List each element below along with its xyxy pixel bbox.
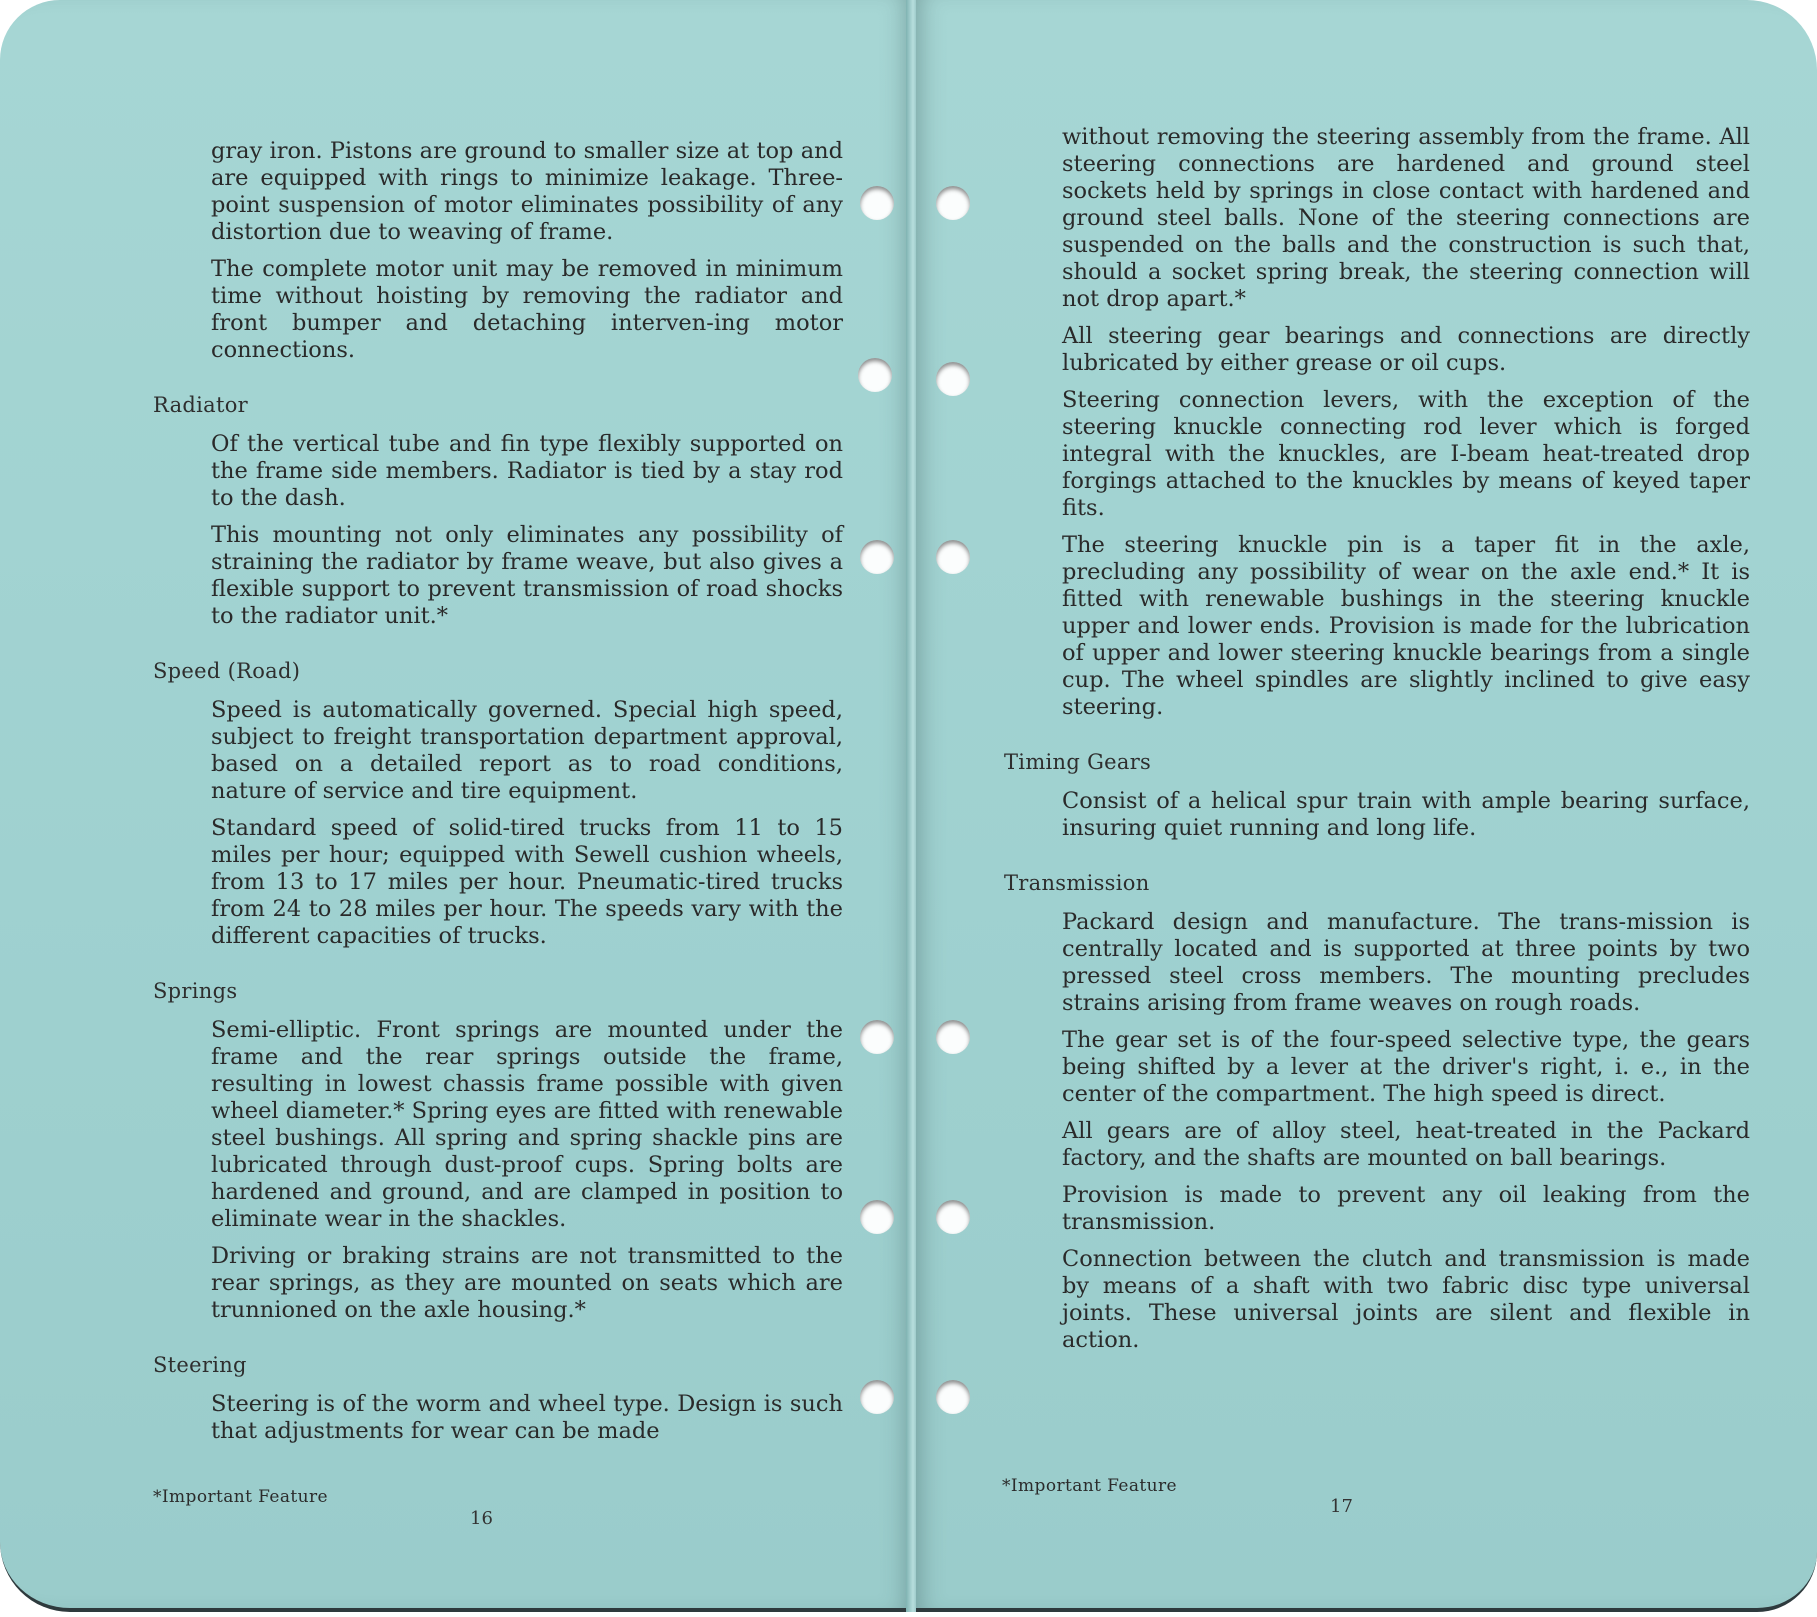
page-number: 17	[1330, 1496, 1353, 1517]
paragraph: Steering connection levers, with the exception of the steering knuckle connecting rod lever which is forged integral with the knuckles, are I-beam heat-treated drop forgings attached to the knuckles by means of keyed taper fits.	[1062, 387, 1750, 521]
punch-hole-icon	[860, 540, 894, 574]
paragraph: Speed is automatically governed. Special high speed, subject to freight transportation department approval, based on a detailed report as to road conditions, nature of service and tire equipment.	[211, 697, 843, 804]
paragraph: Of the vertical tube and fin type flexibly supported on the frame side members. Radiator is tied by a stay rod to the dash.	[211, 431, 843, 511]
paragraph: Consist of a helical spur train with ample bearing surface, insuring quiet running and long life.	[1062, 788, 1750, 841]
punch-hole-icon	[936, 1200, 970, 1234]
page-number: 16	[470, 1508, 493, 1529]
punch-hole-icon	[936, 1020, 970, 1054]
paragraph: Provision is made to prevent any oil leaking from the transmission.	[1062, 1182, 1750, 1235]
right-page	[916, 0, 1817, 1612]
paragraph: The complete motor unit may be removed in minimum time without hoisting by removing the radiator and front bumper and detaching interven-ing motor connections.	[211, 256, 843, 363]
paragraph: gray iron. Pistons are ground to smaller size at top and are equipped with rings to minimize leakage. Three-point suspension of motor eliminates possibility of any distortion due to weaving of frame.	[211, 138, 843, 245]
punch-hole-icon	[860, 1200, 894, 1234]
footnote: *Important Feature	[1002, 1476, 1177, 1496]
punch-hole-icon	[860, 1020, 894, 1054]
section-heading-timing-gears: Timing Gears	[1004, 750, 1152, 774]
paragraph: Packard design and manufacture. The trans-mission is centrally located and is supported at three points by two pressed steel cross members. The mounting precludes strains arising from frame weaves on rough roads.	[1062, 909, 1750, 1016]
paragraph: without removing the steering assembly from the frame. All steering connections are hardened and ground steel sockets held by springs in close contact with hardened and ground steel balls. None of the steering connections are suspended on the balls and the construction is such that, should a socket spring break, the steering connection will not drop apart.*	[1062, 124, 1750, 312]
section-heading-steering: Steering	[153, 1353, 247, 1377]
left-page	[0, 0, 910, 1612]
paragraph: This mounting not only eliminates any possibility of straining the radiator by frame weave, but also gives a flexible support to prevent transmission of road shocks to the radiator unit.*	[211, 522, 843, 629]
punch-hole-icon	[858, 358, 892, 392]
right-page-text	[1004, 124, 1750, 1364]
paragraph: Steering is of the worm and wheel type. Design is such that adjustments for wear can be made	[211, 1391, 843, 1444]
paragraph: The gear set is of the four-speed selective type, the gears being shifted by a lever at the driver's right, i. e., in the center of the compartment. The high speed is direct.	[1062, 1027, 1750, 1107]
paragraph: All steering gear bearings and connections are directly lubricated by either grease or oil cups.	[1062, 323, 1750, 376]
paragraph: All gears are of alloy steel, heat-treated in the Packard factory, and the shafts are mounted on ball bearings.	[1062, 1118, 1750, 1171]
paragraph: Driving or braking strains are not transmitted to the rear springs, as they are mounted on seats which are trunnioned on the axle housing.*	[211, 1243, 843, 1323]
footnote: *Important Feature	[153, 1487, 328, 1507]
punch-hole-icon	[936, 540, 970, 574]
punch-hole-icon	[936, 1380, 970, 1414]
section-heading-springs: Springs	[153, 979, 238, 1003]
punch-hole-icon	[860, 1380, 894, 1414]
section-heading-radiator: Radiator	[153, 393, 249, 417]
punch-hole-icon	[860, 186, 894, 220]
paragraph: Semi-elliptic. Front springs are mounted under the frame and the rear springs outside the frame, resulting in lowest chassis frame possible with given wheel diameter.* Spring eyes are fitted with renewable steel bushings. All spring and spring shackle pins are lubricated through dust-proof cups. Spring bolts are hardened and ground, and are clamped in position to eliminate wear in the shackles.	[211, 1017, 843, 1232]
punch-hole-icon	[936, 186, 970, 220]
paragraph: Connection between the clutch and transmission is made by means of a shaft with two fabric disc type universal joints. These universal joints are silent and flexible in action.	[1062, 1246, 1750, 1353]
paragraph: The steering knuckle pin is a taper fit in the axle, precluding any possibility of wear on the axle end.* It is fitted with renewable bushings in the steering knuckle upper and lower ends. Provision is made for the lubrication of upper and lower steering knuckle bearings from a single cup. The wheel spindles are slightly inclined to give easy steering.	[1062, 532, 1750, 720]
punch-hole-icon	[936, 362, 970, 396]
section-heading-transmission: Transmission	[1004, 871, 1150, 895]
section-heading-speed: Speed (Road)	[153, 659, 301, 683]
left-page-text	[153, 138, 843, 1455]
paragraph: Standard speed of solid-tired trucks from 11 to 15 miles per hour; equipped with Sewell cushion wheels, from 13 to 17 miles per hour. Pneumatic-tired trucks from 24 to 28 miles per hour. The speeds vary with the different capacities of trucks.	[211, 815, 843, 949]
